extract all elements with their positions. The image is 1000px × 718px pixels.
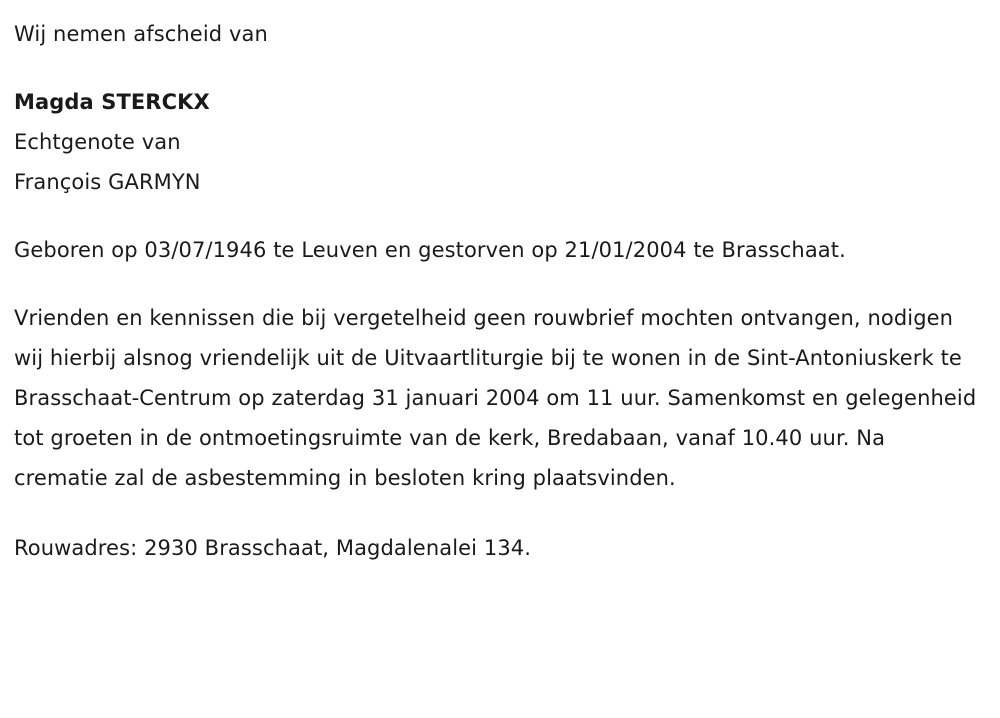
deceased-name: Magda STERCKX bbox=[14, 90, 210, 114]
spacer bbox=[14, 202, 982, 230]
spouse-name: François GARMYN bbox=[14, 170, 201, 194]
spacer bbox=[14, 498, 982, 528]
birth-death-line: Geboren op 03/07/1946 te Leuven en gestorven op 21/01/2004 te Brasschaat. bbox=[14, 238, 846, 262]
mourning-address: Rouwadres: 2930 Brasschaat, Magdalenalei 134. bbox=[14, 536, 532, 560]
spacer bbox=[14, 270, 982, 298]
relation-label: Echtgenote van bbox=[14, 130, 181, 154]
intro-line: Wij nemen afscheid van bbox=[14, 22, 268, 46]
funeral-announcement: Vrienden en kennissen die bij vergetelheid geen rouwbrief mochten ontvangen, nodigen wij hierbij alsnog vriendelijk uit de Uitvaartliturgie bij te wonen in de Sint-Antoniuskerk te Brasschaat-Centrum op zaterdag 31 januari 2004 om 11 uur. Samenkomst en gelegenheid tot groeten in de ontmoetingsruimte van de kerk, Bredabaan, vanaf 10.40 uur. Na crematie zal de asbestemming in besloten kring plaatsvinden. bbox=[14, 306, 977, 490]
spacer bbox=[14, 54, 982, 82]
